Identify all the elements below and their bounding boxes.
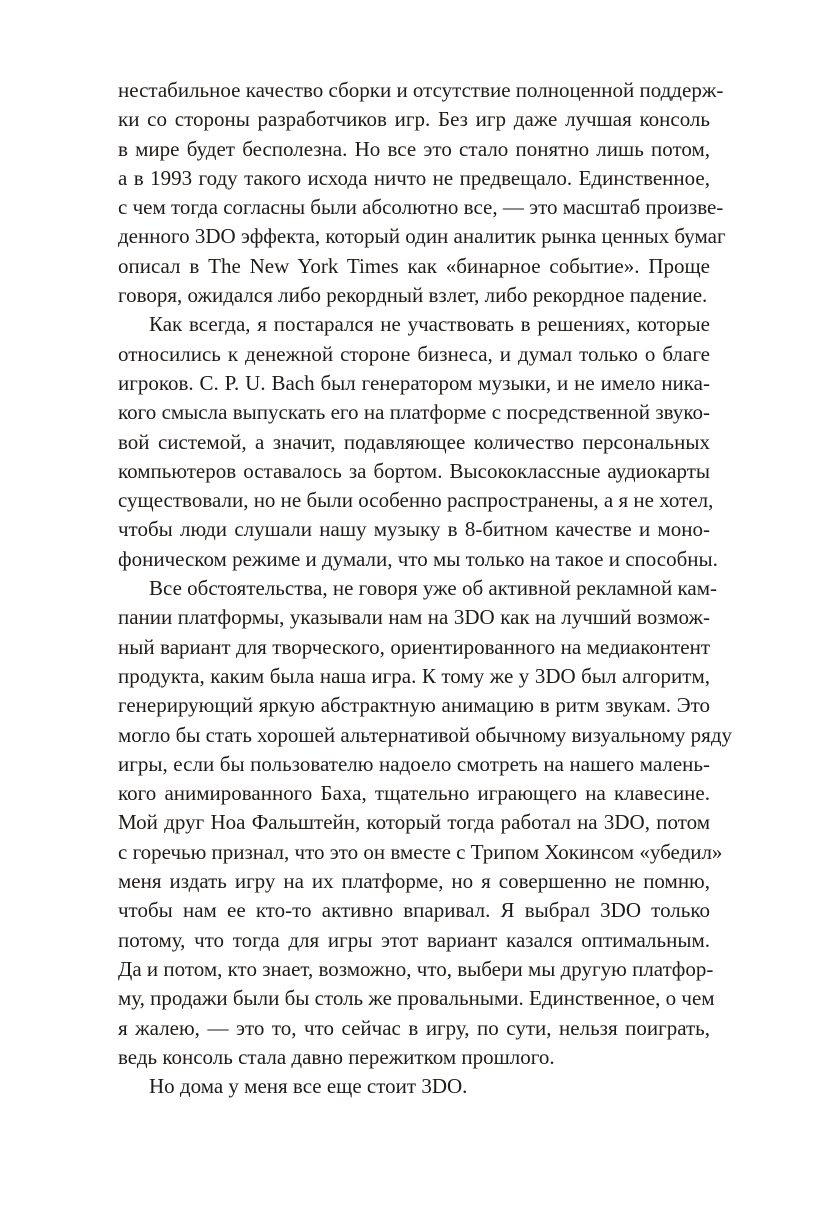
text-line: а в 1993 году такого исхода ничто не предвещало. Единственное, (118, 165, 710, 190)
paragraph-cpu-bach (118, 310, 718, 574)
text-line: Все обстоятельства, не говоря уже об активной рекламной кам- (149, 576, 718, 601)
text-line: ный вариант для творческого, ориентированного на медиаконтент (118, 634, 710, 659)
text-line: относились к денежной стороне бизнеса, и думал только о благе (118, 341, 710, 366)
text-line: денного 3DO эффекта, который один аналитик рынка ценных бумаг (118, 224, 726, 249)
text-line: Да и потом, кто знает, возможно, что, выбери мы другую платфор- (118, 956, 714, 981)
book-page (118, 76, 733, 1101)
text-line: описал в The New York Times как «бинарное событие». Проще (118, 253, 710, 278)
text-line: кого смысла выпускать его на платформе с посредственной звуко- (118, 400, 710, 425)
text-line: игры, если бы пользователю надоело смотреть на нашего малень- (118, 751, 710, 776)
text-line: Мой друг Ноа Фальштейн, который тогда работал на 3DO, потом (118, 810, 710, 835)
text-line: меня издать игру на их платформе, но я совершенно не помню, (118, 869, 710, 894)
text-line: игроков. C. P. U. Bach был генератором музыки, и не имело ника- (118, 370, 710, 395)
text-line: пании платформы, указывали нам на 3DO как на лучший возмож- (118, 605, 710, 630)
text-line: потому, что тогда для игры этот вариант казался оптимальным. (118, 927, 710, 952)
text-line: Как всегда, я постарался не участвовать в решениях, которые (149, 312, 710, 337)
text-line: ведь консоль стала давно пережитком прошлого. (118, 1044, 555, 1069)
paragraph-3do-choice (118, 574, 733, 1072)
text-line: фоническом режиме и думали, что мы только на такое и способны. (118, 546, 718, 571)
text-line: вой системой, а значит, подавляющее количество персональных (118, 429, 710, 454)
text-line: нестабильное качество сборки и отсутствие полноценной поддерж- (118, 78, 724, 102)
paragraph-closing (118, 1072, 710, 1101)
text-line: говоря, ожидался либо рекордный взлет, либо рекордное падение. (118, 283, 708, 308)
text-line: я жалею, — это то, что сейчас в игру, по сути, нельзя поиграть, (118, 1015, 710, 1040)
text-line: Но дома у меня все еще стоит 3DO. (149, 1074, 468, 1099)
text-line: чтобы люди слушали нашу музыку в 8-битном качестве и моно- (118, 517, 710, 542)
text-line: в мире будет бесполезна. Но все это стало понятно лишь потом, (118, 136, 710, 161)
text-line: могло бы стать хорошей альтернативой обычному визуальному ряду (118, 722, 733, 747)
text-line: му, продажи были бы столь же провальными. Единственное, о чем (118, 986, 715, 1011)
text-line: ки со стороны разработчиков игр. Без игр даже лучшая консоль (118, 107, 710, 132)
text-line: кого анимированного Баха, тщательно играющего на клавесине. (118, 781, 710, 806)
text-line: компьютеров оставалось за бортом. Высококлассные аудиокарты (118, 458, 710, 483)
text-line: с горечью признал, что это он вместе с Трипом Хокинсом «убедил» (118, 839, 723, 864)
text-line: с чем тогда согласны были абсолютно все, — это масштаб произве- (118, 195, 724, 220)
paragraph-continuation (118, 76, 726, 310)
text-line: продукта, каким была наша игра. К тому же у 3DO был алгоритм, (118, 663, 710, 688)
text-line: генерирующий яркую абстрактную анимацию в ритм звукам. Это (118, 693, 710, 718)
text-line: чтобы нам ее кто-то активно впаривал. Я выбрал 3DO только (118, 898, 710, 923)
text-line: существовали, но не были особенно распространены, а я не хотел, (118, 488, 714, 513)
